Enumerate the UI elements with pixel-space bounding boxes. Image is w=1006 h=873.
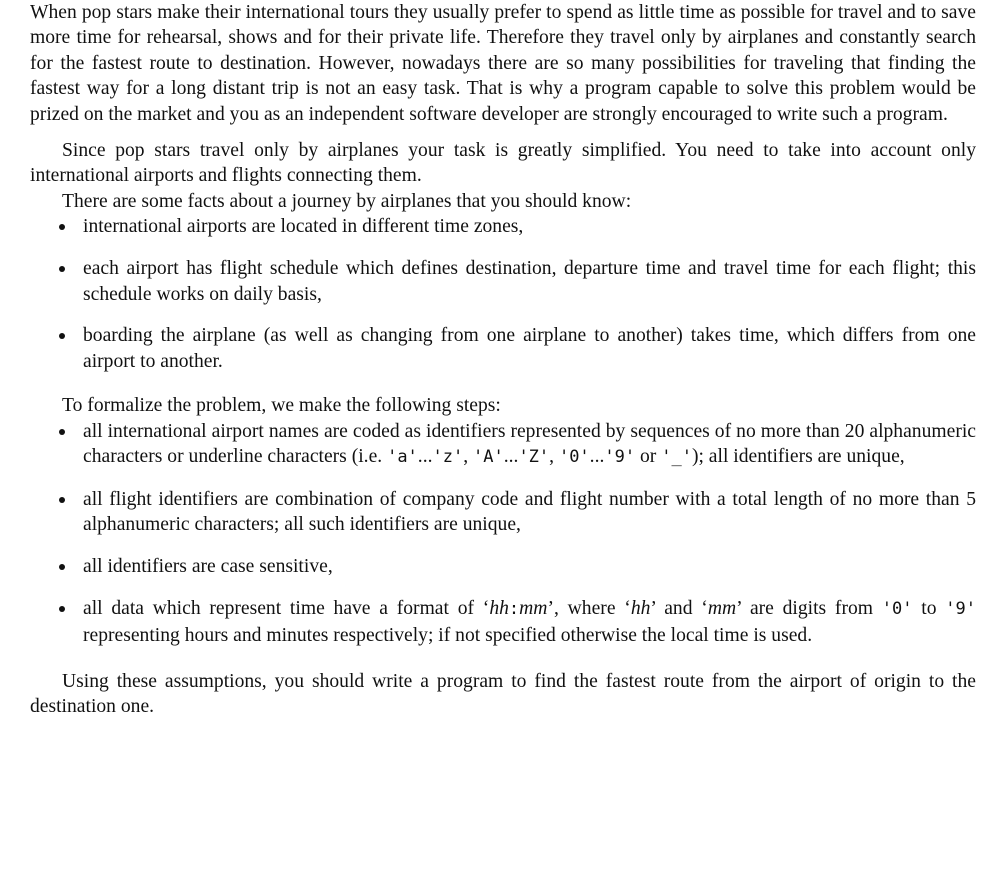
char-code: '0' xyxy=(881,599,913,620)
fact-text: boarding the airplane (as well as changing from one airplane to another) takes time, which differs from one airport to another. xyxy=(83,325,976,372)
char-code: '0' xyxy=(558,447,590,468)
minutes-term: mm xyxy=(707,598,737,620)
step-text-part: ’, where ‘ xyxy=(547,598,631,620)
list-item xyxy=(30,596,976,648)
bullet-icon xyxy=(59,606,65,612)
time-format-mm: mm xyxy=(519,598,548,620)
time-format-colon: : xyxy=(508,599,520,620)
step-text xyxy=(83,421,976,467)
char-code: '_' xyxy=(661,447,692,468)
step-text-part: all data which represent time have a format of ‘ xyxy=(83,598,490,620)
facts-intro-paragraph: There are some facts about a journey by airplanes that you should know: xyxy=(62,190,632,212)
list-item xyxy=(30,487,976,538)
list-item xyxy=(30,256,976,307)
ellipsis: ... xyxy=(417,446,433,468)
steps-list xyxy=(30,419,976,648)
bullet-icon xyxy=(59,224,65,230)
list-item xyxy=(30,554,976,579)
facts-list xyxy=(30,214,976,374)
char-code: '9' xyxy=(604,447,636,468)
time-format-hh: hh xyxy=(489,598,509,620)
ellipsis: ... xyxy=(503,446,519,468)
intro-paragraph: When pop stars make their international tours they usually prefer to spend as little time as possible for travel and to save more time for rehearsal, shows and for their private life. Therefore they travel only by airplanes and constantly search for the fastest route to destination. However, nowadays there are so many possibilities for traveling that finding the fastest way for a long distant trip is not an easy task. That is why a program capable to solve this problem would be prized on the market and you as an independent software developer are strongly encouraged to write such a program. xyxy=(30,2,976,125)
char-code: 'z' xyxy=(432,447,464,468)
step-text xyxy=(83,598,976,645)
conjunction: to xyxy=(912,598,946,620)
hours-term: hh xyxy=(630,598,651,620)
char-code: '9' xyxy=(945,599,976,620)
bullet-icon xyxy=(59,564,65,570)
bullet-icon xyxy=(59,333,65,339)
step-text: all identifiers are case sensitive, xyxy=(83,556,333,578)
char-code: 'A' xyxy=(473,447,504,468)
char-code: 'a' xyxy=(387,447,418,468)
char-code: 'Z' xyxy=(518,447,550,468)
step-text-part: ); all identifiers are unique, xyxy=(691,446,905,468)
fact-text: each airport has flight schedule which defines destination, departure time and travel time for each flight; this schedule works on daily basis, xyxy=(83,258,976,305)
bullet-icon xyxy=(59,429,65,435)
conclusion-paragraph: Using these assumptions, you should write a program to find the fastest route from the airport of origin to the destination one. xyxy=(30,671,976,718)
separator: , xyxy=(549,446,559,468)
conjunction: or xyxy=(635,446,662,468)
step-text-part: representing hours and minutes respectively; if not specified otherwise the local time is used. xyxy=(83,624,813,646)
list-item xyxy=(30,323,976,374)
fact-text: international airports are located in different time zones, xyxy=(83,216,524,238)
formalize-intro-paragraph: To formalize the problem, we make the following steps: xyxy=(62,395,501,417)
ellipsis: ... xyxy=(589,446,605,468)
step-text-part: ’ are digits from xyxy=(736,598,882,620)
bullet-icon xyxy=(59,497,65,503)
list-item xyxy=(30,419,976,471)
step-text-part: all international airport names are coded as identifiers represented by sequences of no more than 20 alphanumeric characters or underline characters (i.e. xyxy=(83,420,976,468)
bullet-icon xyxy=(59,266,65,272)
list-item xyxy=(30,214,976,239)
simplified-paragraph: Since pop stars travel only by airplanes your task is greatly simplified. You need to take into account only international airports and flights connecting them. xyxy=(30,140,976,187)
step-text-part: ’ and ‘ xyxy=(650,598,708,620)
step-text: all flight identifiers are combination of company code and flight number with a total length of no more than 5 alphanumeric characters; all such identifiers are unique, xyxy=(83,489,976,536)
separator: , xyxy=(463,446,474,468)
